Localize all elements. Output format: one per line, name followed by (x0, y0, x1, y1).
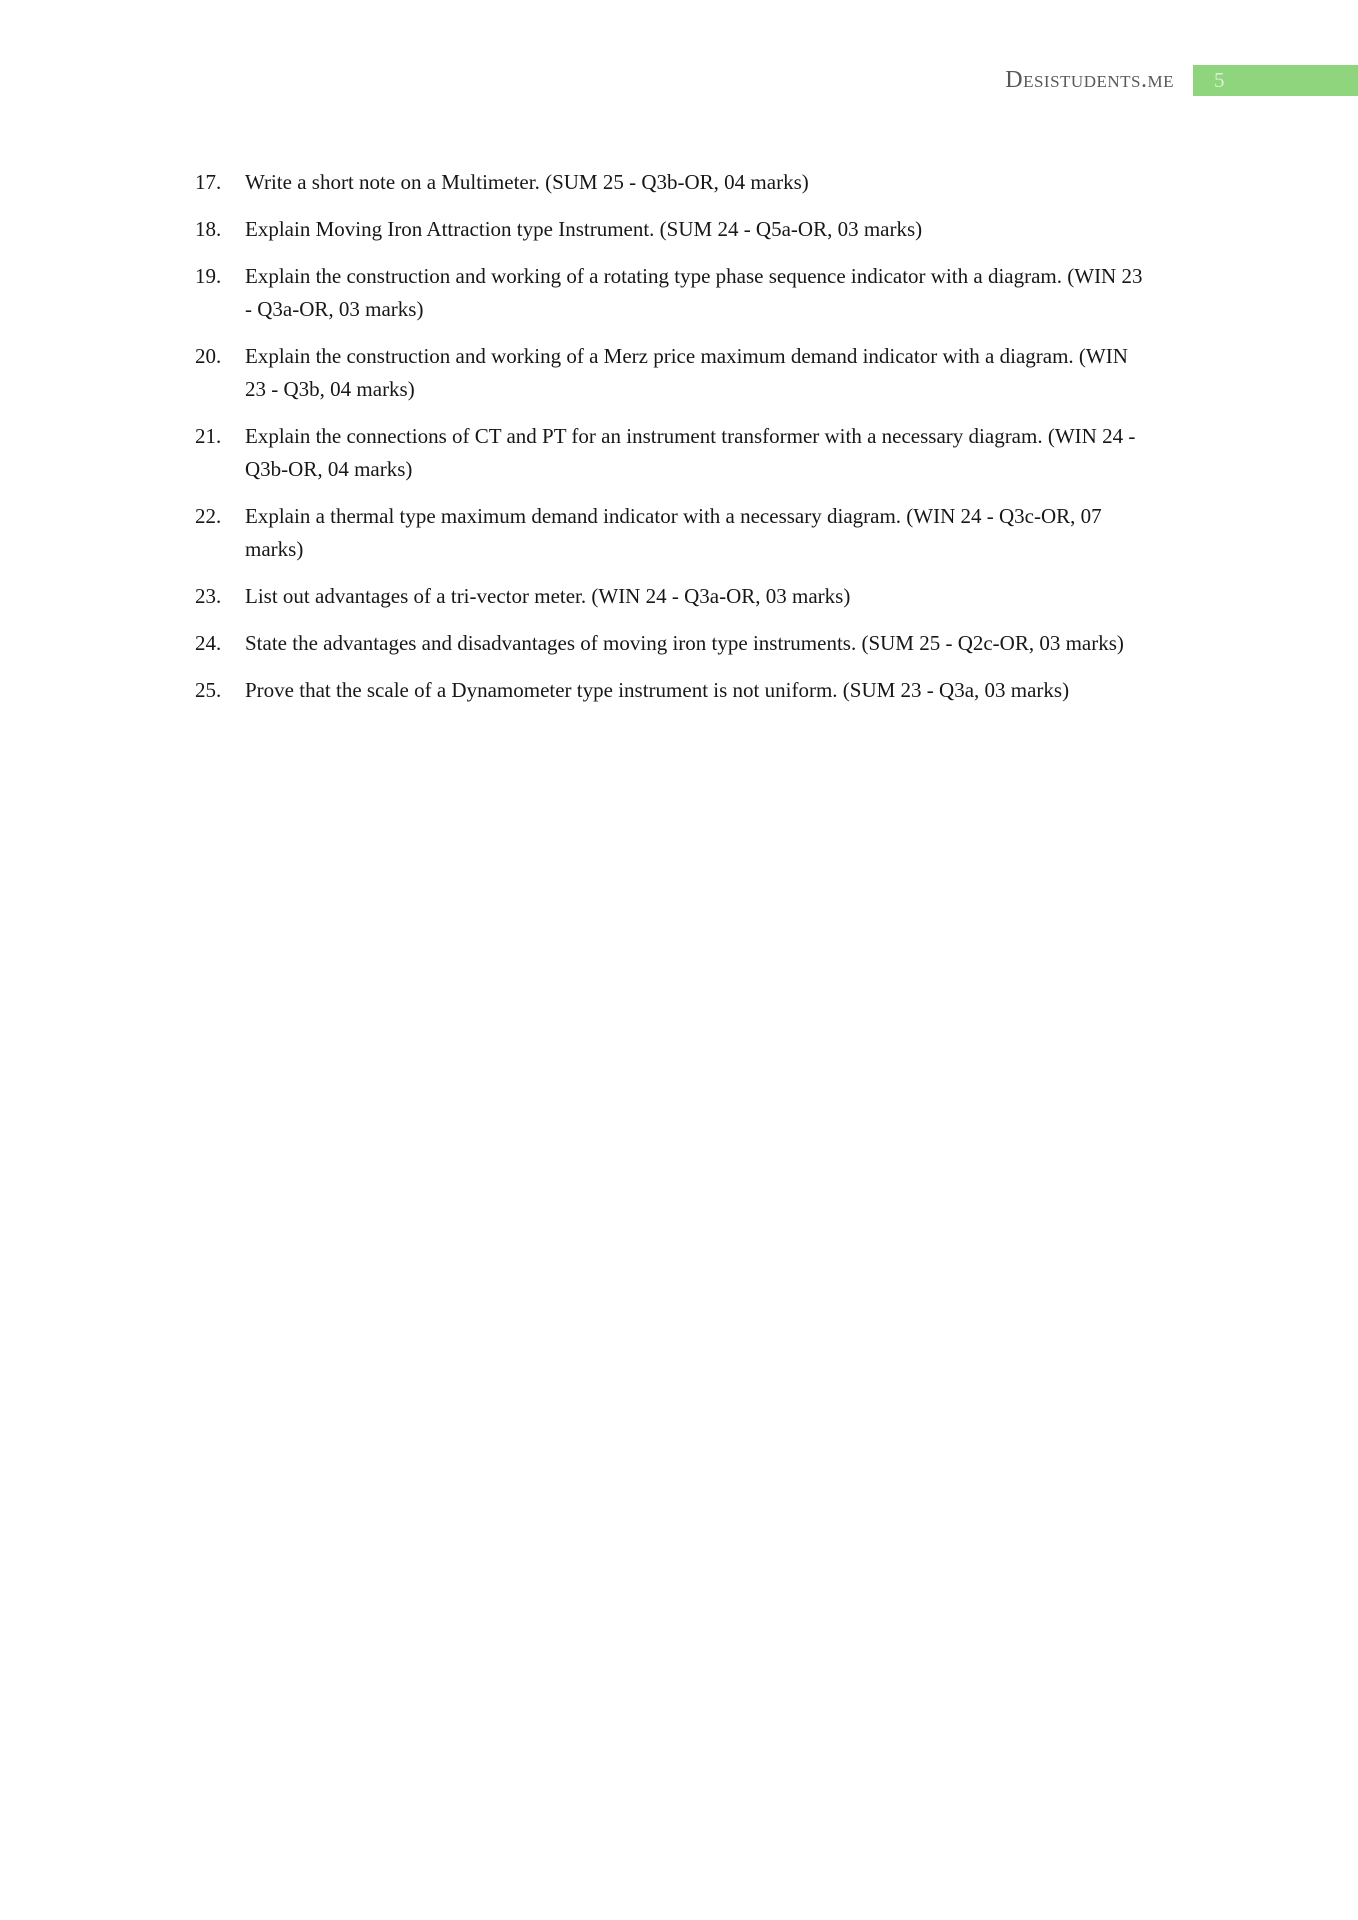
page-number-badge (1193, 65, 1358, 96)
item-text: State the advantages and disadvantages of moving iron type instruments. (SUM 25 - Q2c-OR, 03 marks) (245, 631, 1124, 655)
list-item (195, 260, 1143, 326)
item-number: 21. (195, 424, 222, 448)
list-item (195, 340, 1143, 406)
item-number: 17. (195, 170, 222, 194)
item-number: 24. (195, 631, 222, 655)
item-number: 18. (195, 217, 222, 241)
item-text: Explain a thermal type maximum demand indicator with a necessary diagram. (WIN 24 - Q3c-OR, 07 marks) (245, 504, 1102, 561)
list-item (195, 627, 1143, 660)
item-text: Write a short note on a Multimeter. (SUM 25 - Q3b-OR, 04 marks) (245, 170, 809, 194)
question-list (195, 166, 1143, 721)
item-text: Explain the connections of CT and PT for an instrument transformer with a necessary diagram. (WIN 24 - Q3b-OR, 04 marks) (245, 424, 1136, 481)
item-text: List out advantages of a tri-vector meter. (WIN 24 - Q3a-OR, 03 marks) (245, 584, 851, 608)
item-number: 22. (195, 504, 222, 528)
list-item (195, 580, 1143, 613)
item-text: Explain Moving Iron Attraction type Instrument. (SUM 24 - Q5a-OR, 03 marks) (245, 217, 923, 241)
item-number: 20. (195, 344, 222, 368)
list-item (195, 213, 1143, 246)
item-text: Prove that the scale of a Dynamometer type instrument is not uniform. (SUM 23 - Q3a, 03 marks) (245, 678, 1070, 702)
page-header (0, 64, 1358, 97)
item-text: Explain the construction and working of a Merz price maximum demand indicator with a diagram. (WIN 23 - Q3b, 04 marks) (245, 344, 1128, 401)
item-number: 23. (195, 584, 222, 608)
item-number: 25. (195, 678, 222, 702)
site-name: Desistudents.me (1005, 67, 1174, 93)
list-item (195, 674, 1143, 707)
list-item (195, 166, 1143, 199)
list-item (195, 420, 1143, 486)
list-item (195, 500, 1143, 566)
page-number: 5 (1214, 68, 1225, 92)
item-text: Explain the construction and working of a rotating type phase sequence indicator with a diagram. (WIN 23 - Q3a-OR, 03 marks) (245, 264, 1143, 321)
item-number: 19. (195, 264, 222, 288)
